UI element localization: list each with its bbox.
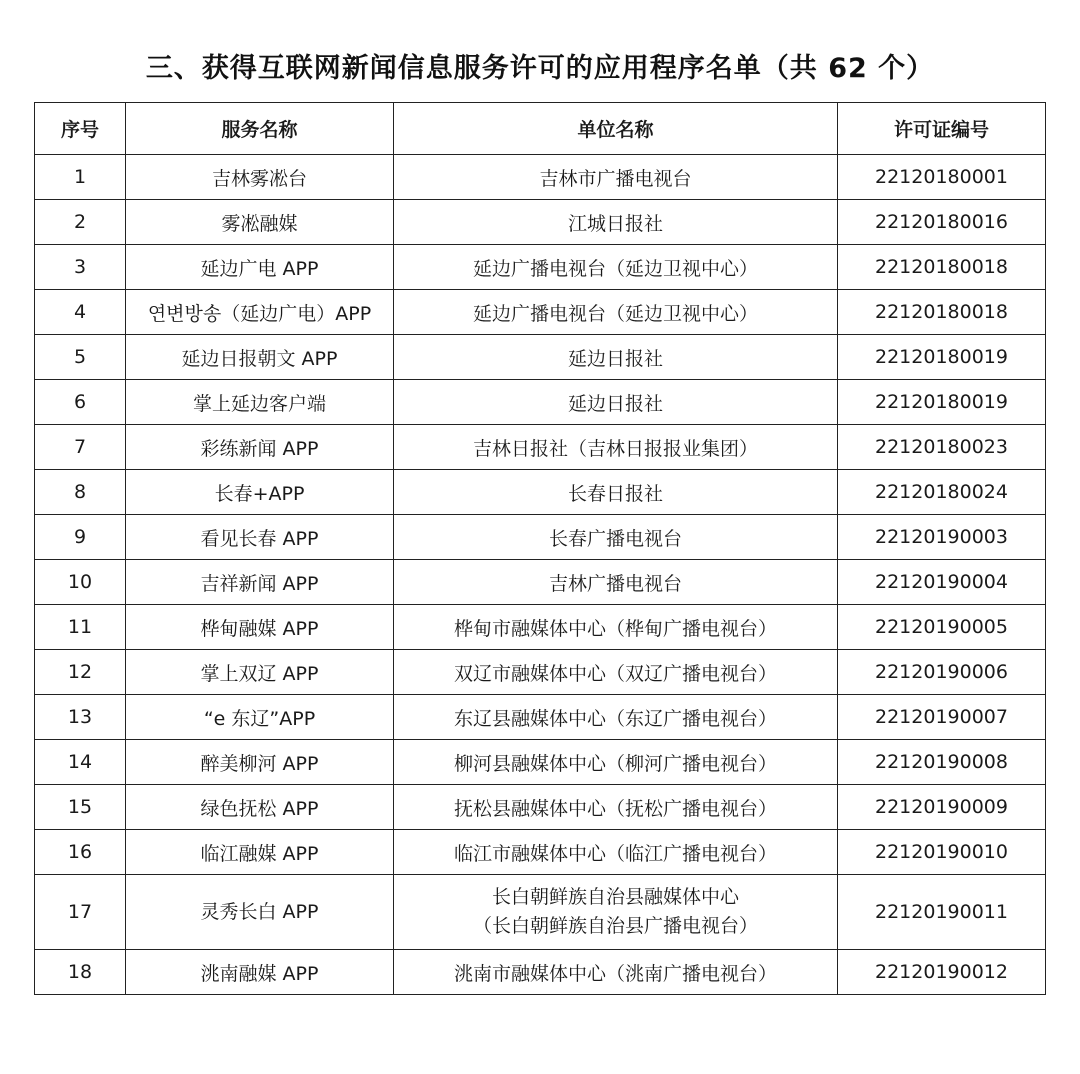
organization-name [394,200,838,245]
license-table [34,102,1046,995]
service-name: 临江融媒 APP [126,830,394,875]
service-name: 吉祥新闻 APP [126,560,394,605]
table-row [35,200,1046,245]
organization-name [394,470,838,515]
organization-line: 长白朝鲜族自治县融媒体中心 [491,886,739,908]
table-row [35,470,1046,515]
table-row [35,425,1046,470]
organization-line: 抚松县融媒体中心（抚松广播电视台） [453,797,777,820]
organization-line: 长春广播电视台 [548,527,682,550]
license-number: 22120180001 [838,155,1046,200]
organization-name [394,740,838,785]
table-row [35,740,1046,785]
license-number: 22120190005 [838,605,1046,650]
license-number: 22120180019 [838,335,1046,380]
row-index: 13 [35,695,126,740]
table-row [35,650,1046,695]
table-header-row [35,103,1046,155]
service-name: 桦甸融媒 APP [126,605,394,650]
organization-line: 吉林广播电视台 [548,572,682,595]
row-index: 2 [35,200,126,245]
table-row [35,695,1046,740]
organization-name [394,425,838,470]
table-row [35,155,1046,200]
organization-line: 洮南市融媒体中心（洮南广播电视台） [453,962,777,985]
row-index: 5 [35,335,126,380]
service-name: 掌上双辽 APP [126,650,394,695]
row-index: 16 [35,830,126,875]
service-name: “e 东辽”APP [126,695,394,740]
organization-line: 江城日报社 [567,212,663,235]
license-number: 22120190009 [838,785,1046,830]
row-index: 3 [35,245,126,290]
service-name: 彩练新闻 APP [126,425,394,470]
organization-name [394,605,838,650]
service-name: 연변방송（延边广电）APP [126,290,394,335]
row-index: 4 [35,290,126,335]
service-name: 雾凇融媒 [126,200,394,245]
organization-name [394,380,838,425]
row-index: 11 [35,605,126,650]
table-row [35,605,1046,650]
organization-line: 柳河县融媒体中心（柳河广播电视台） [453,752,777,775]
service-name: 延边广电 APP [126,245,394,290]
header-index: 序号 [35,103,126,155]
table-row [35,950,1046,995]
service-name: 延边日报朝文 APP [126,335,394,380]
license-number: 22120180018 [838,290,1046,335]
organization-name [394,155,838,200]
header-license: 许可证编号 [838,103,1046,155]
organization-name [394,245,838,290]
service-name: 绿色抚松 APP [126,785,394,830]
row-index: 18 [35,950,126,995]
organization-name [394,290,838,335]
organization-line-2: （长白朝鲜族自治县广播电视台） [472,915,758,937]
organization-line: 延边广播电视台（延边卫视中心） [472,302,758,325]
organization-line: 双辽市融媒体中心（双辽广播电视台） [453,662,777,685]
service-name: 洮南融媒 APP [126,950,394,995]
license-number: 22120190003 [838,515,1046,560]
header-service: 服务名称 [126,103,394,155]
license-number: 22120180023 [838,425,1046,470]
table-row [35,515,1046,560]
service-name: 长春+APP [126,470,394,515]
organization-name [394,515,838,560]
table-body [35,155,1046,995]
header-organization: 单位名称 [394,103,838,155]
license-number: 22120190011 [838,875,1046,950]
service-name: 吉林雾凇台 [126,155,394,200]
organization-line: 长春日报社 [567,482,663,505]
service-name: 灵秀长白 APP [126,875,394,950]
table-row [35,380,1046,425]
organization-line: 临江市融媒体中心（临江广播电视台） [453,842,777,865]
service-name: 看见长春 APP [126,515,394,560]
row-index: 14 [35,740,126,785]
table-row [35,830,1046,875]
organization-name [394,785,838,830]
table-row [35,560,1046,605]
row-index: 12 [35,650,126,695]
license-number: 22120190004 [838,560,1046,605]
table-row [35,785,1046,830]
row-index: 8 [35,470,126,515]
organization-line: 延边广播电视台（延边卫视中心） [472,257,758,280]
license-number: 22120180018 [838,245,1046,290]
row-index: 15 [35,785,126,830]
row-index: 1 [35,155,126,200]
service-name: 醉美柳河 APP [126,740,394,785]
service-name: 掌上延边客户端 [126,380,394,425]
row-index: 10 [35,560,126,605]
organization-line: 吉林市广播电视台 [539,167,692,190]
table-row [35,245,1046,290]
page-title: 三、获得互联网新闻信息服务许可的应用程序名单（共 62 个） [145,53,935,84]
organization-line: 延边日报社 [567,347,663,370]
organization-line: 延边日报社 [567,392,663,415]
row-index: 17 [35,875,126,950]
license-number: 22120180024 [838,470,1046,515]
license-number: 22120190007 [838,695,1046,740]
organization-name [394,650,838,695]
license-number: 22120180016 [838,200,1046,245]
table-row [35,335,1046,380]
license-number: 22120190010 [838,830,1046,875]
organization-line: 桦甸市融媒体中心（桦甸广播电视台） [453,617,777,640]
row-index: 6 [35,380,126,425]
row-index: 9 [35,515,126,560]
license-number: 22120190006 [838,650,1046,695]
organization-name [394,875,838,950]
organization-name [394,950,838,995]
organization-name [394,830,838,875]
license-number: 22120190012 [838,950,1046,995]
organization-line: 吉林日报社（吉林日报报业集团） [472,437,758,460]
row-index: 7 [35,425,126,470]
license-number: 22120190008 [838,740,1046,785]
organization-name [394,695,838,740]
organization-name [394,335,838,380]
table-row [35,290,1046,335]
table-row [35,875,1046,950]
organization-name [394,560,838,605]
organization-line: 东辽县融媒体中心（东辽广播电视台） [453,707,777,730]
license-number: 22120180019 [838,380,1046,425]
